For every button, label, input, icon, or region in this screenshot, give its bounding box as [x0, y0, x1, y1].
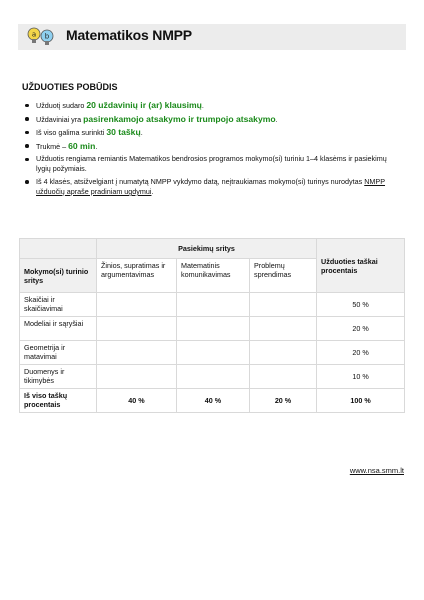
table-cell [250, 317, 317, 341]
table-cell [97, 341, 177, 365]
table-cell [97, 293, 177, 317]
last-column-header: Užduoties taškai procentais [317, 239, 405, 293]
column-header: Žinios, supratimas ir argumentavimas [97, 259, 177, 293]
totals-cell: 40 % [177, 389, 250, 413]
table-cell [250, 365, 317, 389]
lightbulbs-logo-icon [26, 26, 56, 48]
list-item: Iš viso galima surinkti 30 taškų. [22, 127, 402, 138]
table-cell [97, 317, 177, 341]
svg-text:a: a [31, 30, 37, 39]
list-item: Uždaviniai yra pasirenkamojo atsakymo ir trumpojo atsakymo. [22, 114, 402, 125]
list-item: Trukmė – 60 min. [22, 141, 402, 152]
assessment-table [19, 238, 405, 413]
footer-website-link[interactable]: www.nsa.smm.lt [349, 466, 404, 475]
page-title: Matematikos NMPP [66, 27, 192, 43]
row-total: 50 % [317, 293, 405, 317]
table-row [20, 293, 405, 317]
table-corner-cell [20, 239, 97, 259]
table-cell [250, 293, 317, 317]
totals-cell: 40 % [97, 389, 177, 413]
row-header: Mokymo(si) turinio sritys [20, 259, 97, 293]
list-item: Užduotis rengiama remiantis Matematikos bendrosios programos mokymo(si) turiniu 1–4 klasėms ir pasiekimų lygių požymiais. [22, 154, 402, 174]
totals-label: Iš viso taškų procentais [20, 389, 97, 413]
table-totals-row [20, 389, 405, 413]
totals-cell: 20 % [250, 389, 317, 413]
row-label: Modeliai ir sąryšiai [20, 317, 97, 341]
table-cell [177, 293, 250, 317]
list-item: Užduotį sudaro 20 uždavinių ir (ar) klausimų. [22, 100, 402, 111]
row-total: 20 % [317, 317, 405, 341]
section-title: UŽDUOTIES POBŪDIS [22, 82, 118, 92]
table-row [20, 365, 405, 389]
table-cell [250, 341, 317, 365]
column-header: Problemų sprendimas [250, 259, 317, 293]
task-description-list [22, 100, 402, 200]
nmpp-description-link[interactable]: NMPP užduočių apraše pradiniam ugdymui [36, 176, 386, 196]
table-cell [177, 365, 250, 389]
table-cell [97, 365, 177, 389]
table-cell [177, 341, 250, 365]
row-label: Geometrija ir matavimai [20, 341, 97, 365]
column-header: Matematinis komunikavimas [177, 259, 250, 293]
table-row [20, 341, 405, 365]
row-label: Duomenys ir tikimybės [20, 365, 97, 389]
group-header: Pasiekimų sritys [97, 239, 317, 259]
table-cell [177, 317, 250, 341]
table-row [20, 317, 405, 341]
svg-text:b: b [44, 32, 50, 41]
row-total: 10 % [317, 365, 405, 389]
row-total: 20 % [317, 341, 405, 365]
list-item: Iš 4 klasės, atsižvelgiant į numatytą NMPP vykdymo datą, neįtraukiamas mokymo(si) turinys nurodytas NMPP užduočių apraše pradiniam ugdymui. [22, 177, 402, 197]
row-label: Skaičiai ir skaičiavimai [20, 293, 97, 317]
grand-total: 100 % [317, 389, 405, 413]
